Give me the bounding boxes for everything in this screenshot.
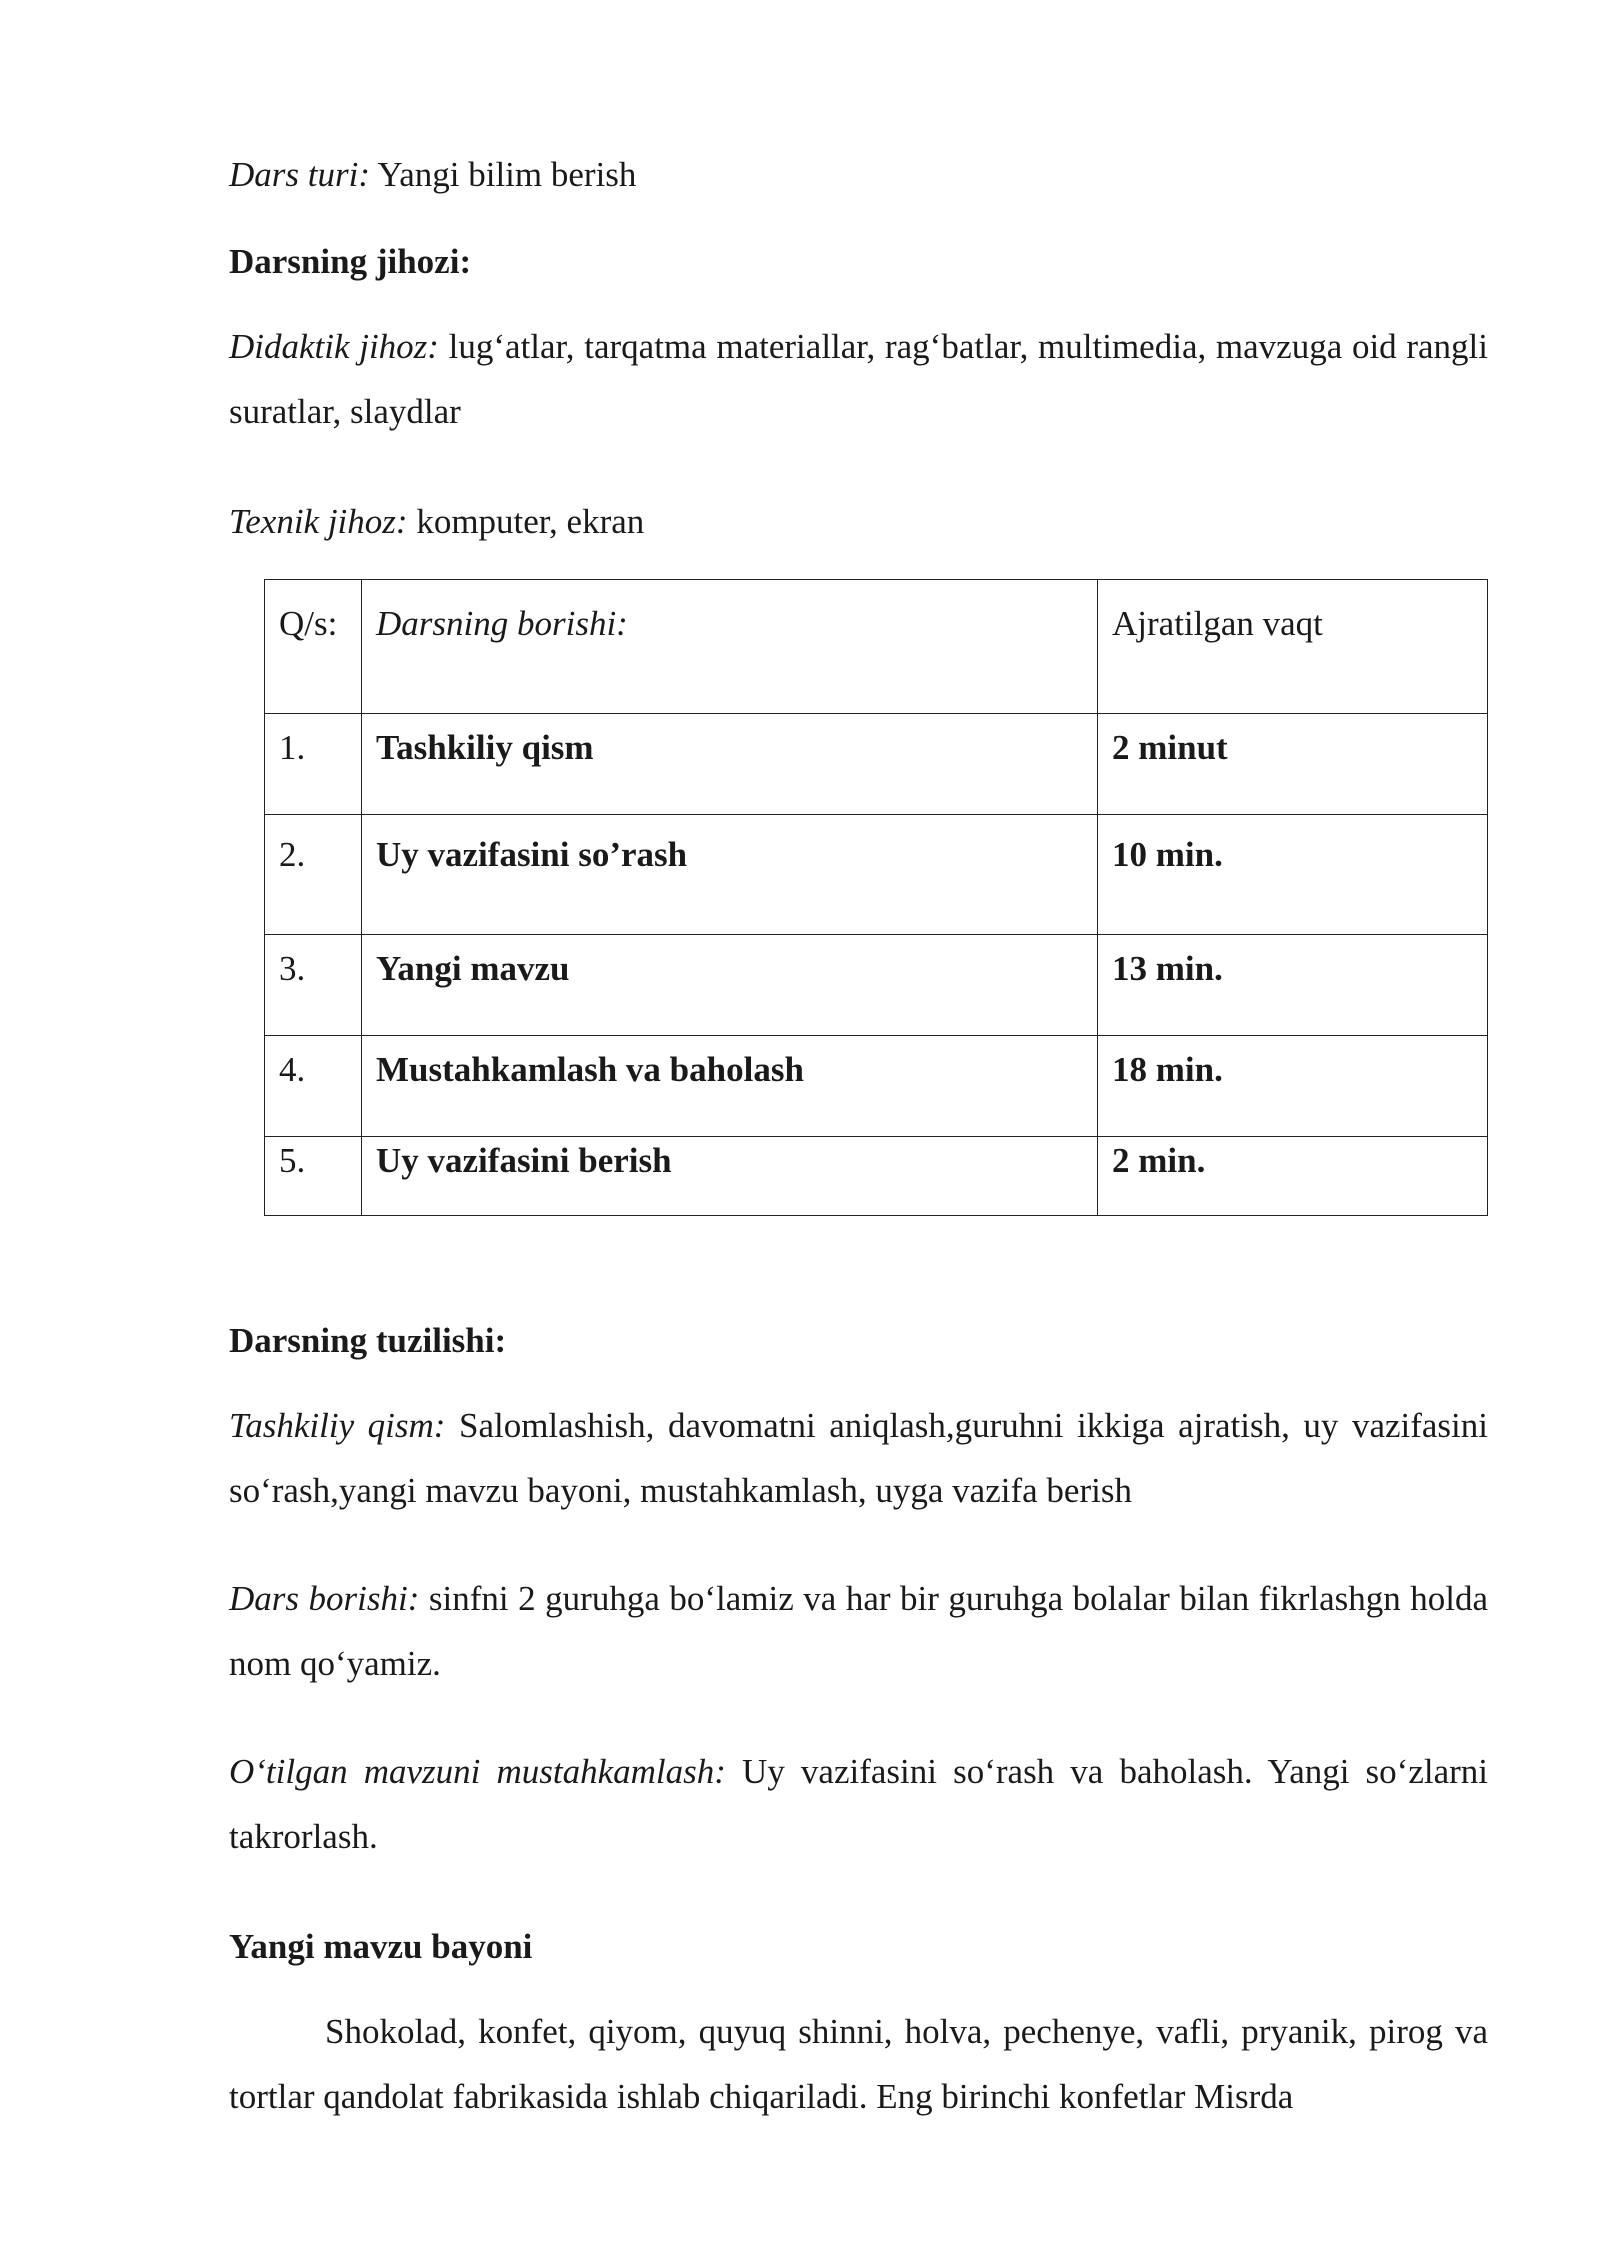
lesson-type-line: [229, 140, 1488, 210]
header-time: Ajratilgan vaqt: [1098, 580, 1488, 714]
document-page: [229, 140, 1488, 2172]
lesson-type-value: Yangi bilim berish: [377, 155, 637, 194]
table-header-row: [265, 580, 1488, 714]
row-activity: Tashkiliy qism: [362, 714, 1098, 815]
lesson-plan-table: [264, 579, 1488, 1216]
row-activity: Mustahkamlash va baholash: [362, 1036, 1098, 1137]
didactic-equipment-value: lug‘atlar, tarqatma materiallar, rag‘batlar, multimedia, mavzuga oid rangli suratlar, slaydlar: [229, 327, 1489, 431]
new-topic-paragraph: Shokolad, konfet, qiyom, quyuq shinni, holva, pechenye, vafli, pryanik, pirog va tortlar qandolat fabrikasida ishlab chiqariladi. Eng birinchi konfetlar Misrda: [229, 2012, 1488, 2116]
row-number: 5.: [265, 1137, 362, 1216]
technical-equipment-line: [229, 487, 1488, 557]
row-activity: Uy vazifasini so’rash: [362, 815, 1098, 935]
row-time: 13 min.: [1098, 935, 1488, 1036]
header-number: Q/s:: [265, 580, 362, 714]
row-number: 1.: [265, 714, 362, 815]
table-row: [265, 714, 1488, 815]
technical-equipment-value: komputer, ekran: [416, 502, 645, 541]
row-activity: Yangi mavzu: [362, 935, 1098, 1036]
lesson-flow-paragraph: [229, 1566, 1488, 1696]
lesson-type-label: Dars turi:: [229, 155, 370, 194]
organizational-part-label: Tashkiliy qism:: [229, 1406, 446, 1445]
table-row: [265, 815, 1488, 935]
didactic-equipment-line: [229, 314, 1488, 444]
row-number: 4.: [265, 1036, 362, 1137]
organizational-part-text: Salomlashish, davomatni aniqlash,guruhni ikkiga ajratish, uy vazifasini so‘rash,yangi mavzu bayoni, mustahkamlash, uyga vazifa berish: [229, 1406, 1488, 1510]
table-row: [265, 1036, 1488, 1137]
lesson-flow-label: Dars borishi:: [229, 1579, 420, 1618]
reinforcement-text: Uy vazifasini so‘rash va baholash. Yangi so‘zlarni takrorlash.: [229, 1752, 1489, 1856]
row-time: 2 min.: [1098, 1137, 1488, 1216]
new-topic-heading: Yangi mavzu bayoni: [229, 1927, 533, 1966]
table-row: [265, 935, 1488, 1036]
reinforcement-paragraph: [229, 1739, 1488, 1869]
lesson-flow-text: sinfni 2 guruhga bo‘lamiz va har bir guruhga bolalar bilan fikrlashgn holda nom qo‘yamiz.: [229, 1579, 1488, 1683]
didactic-equipment-label: Didaktik jihoz:: [229, 327, 439, 366]
organizational-part-paragraph: [229, 1393, 1488, 1523]
technical-equipment-label: Texnik jihoz:: [229, 502, 408, 541]
reinforcement-label: O‘tilgan mavzuni mustahkamlash:: [229, 1752, 726, 1791]
row-number: 2.: [265, 815, 362, 935]
row-time: 10 min.: [1098, 815, 1488, 935]
table-row: [265, 1137, 1488, 1216]
row-activity: Uy vazifasini berish: [362, 1137, 1098, 1216]
row-number: 3.: [265, 935, 362, 1036]
structure-heading: Darsning tuzilishi:: [229, 1321, 507, 1360]
row-time: 18 min.: [1098, 1036, 1488, 1137]
row-time: 2 minut: [1098, 714, 1488, 815]
equipment-heading: Darsning jihozi:: [229, 242, 472, 281]
header-activity: Darsning borishi:: [362, 580, 1098, 714]
